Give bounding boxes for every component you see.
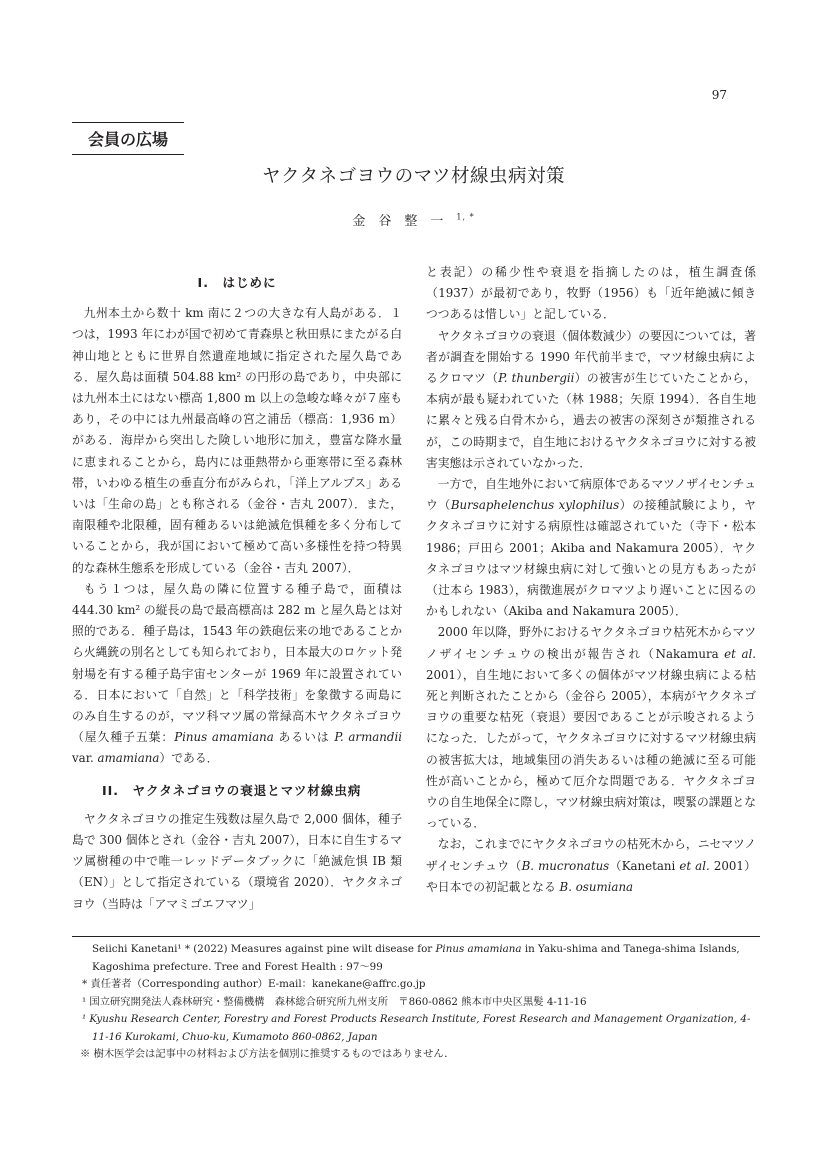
page-number: 97 [711,88,727,102]
author-line [0,210,827,229]
paragraph: 一方で，自生地外において病原体であるマツノザイセンチュウ（Bursaphelenchus xylophilus）の接種試験により，ヤクタネゴヨウに対する病原性は確認されていた（寺下・松本 1986；戸田ら 2001；Akiba and Nakamura 2005）．ヤクタネゴヨウはマツ材線虫病に対して強いとの見方もあったが（辻本ら 1983），病徴進展がクロマツより遅いことに因るのかもしれない（Akiba and Nakamura 2005）． [426,477,756,619]
article-title: ヤクタネゴヨウのマツ材線虫病対策 [261,166,566,187]
affiliation-jp-footnote: ¹ 国立研究開発法人森林研究・整備機構 森林総合研究所九州支所 〒860-0862 熊本市中央区黒髪 4-11-16 [82,995,587,1008]
section-heading-2: II. ヤクタネゴヨウの衰退とマツ材線虫病 [102,782,362,798]
citation-footnote: Seiichi Kanetani¹ * (2022) Measures against pine wilt disease for Pinus amamiana in Yaku-shima and Tanega-shima Islands, Kagoshima prefecture. Tree and Forest Health : 97〜99 [92,943,740,973]
paragraph: もう１つは，屋久島の隣に位置する種子島で，面積は 444.30 km² の縦長の島で最高標高は 282 m と屋久島とは対照的である．種子島は，1543 年の鉄砲伝来の地であることから火縄銃の別名としても知られており，日本最大のロケット発射場を有する種子島宇宙センターが 1969 年に設置されている．日本において「自然」と「科学技術」を象徴する両島にのみ自生するのが，マツ科マツ属の常緑高木ヤクタネゴヨウ（屋久種子五葉：Pinus amamiana あるいは P. armandii var. amamiana）である． [72,581,402,766]
right-column [426,262,756,898]
left-column [72,252,402,915]
paragraph: ヤクタネゴヨウの推定生残数は屋久島で 2,000 個体，種子島で 300 個体とされ（金谷・吉丸 2007），日本に自生するマツ属樹種の中で唯一レッドデータブックに「絶滅危惧 IB 類（EN）」として指定されている（環境省 2020）．ヤクタネゴヨウ（当時は「アマミゴエフマツ」 [72,811,402,911]
corresponding-author-footnote: * 責任著者（Corresponding author）E-mail：kanekane@affrc.go.jp [82,978,426,990]
paragraph: 2000 年以降，野外におけるヤクタネゴヨウ枯死木からマツノザイセンチュウの検出が報告され（Nakamura et al. 2001），自生地において多くの個体がマツ材線虫病による枯死と判断されたことから（金谷ら 2005），本病がヤクタネゴヨウの重要な枯死（衰退）要因であることが示唆されるようになった．したがって，ヤクタネゴヨウに対するマツ材線虫病の被害拡大は，地域集団の消失あるいは種の絶滅に至る可能性が高いことから，極めて厄介な問題である．ヤクタネゴヨウの自生地保全に際し，マツ材線虫病対策は，喫緊の課題となっている． [426,625,757,831]
footnotes [72,936,760,1064]
affiliation-en-footnote: ¹ Kyushu Research Center, Forestry and Forest Products Research Institute, Forest Research and Management Organization, 4-11-16 Kurokami, Chuo-ku, Kumamoto 860-0862, Japan [82,1013,751,1043]
paragraph: なお，これまでにヤクタネゴヨウの枯死木から，ニセマツノザイセンチュウ（B. mucronatus（Kanetani et al. 2001）や日本での初記載となる B. osumiana [426,837,756,894]
section-heading-1: I. はじめに [197,275,277,290]
disclaimer-footnote: ※ 樹木医学会は記事中の材料および方法を個別に推奨するものではありません． [80,1048,455,1060]
author-name: 金谷整一 [352,214,457,229]
section-tag: 会員の広場 [72,122,184,155]
paragraph: と表記）の稀少性や衰退を指摘したのは，植生調査係（1937）が最初であり，牧野（1956）も「近年絶滅に傾きつつあるは惜しい」と記している． [426,265,756,322]
paragraph: ヤクタネゴヨウの衰退（個体数減少）の要因については，著者が調査を開始する 1990 年代前半まで，マツ材線虫病によるクロマツ（P. thunbergii）の被害が生じていたことから，本病が最も疑われていた（林 1988；矢原 1994）．各自生地に累々と残る白骨木から，過去の被害の深刻さが類推されるが，この時期まで，自生地におけるヤクタネゴヨウに対する被害実態は示されていなかった． [426,328,756,470]
author-superscript: 1, * [456,212,475,222]
paragraph: 九州本土から数十 km 南に２つの大きな有人島がある．１つは，1993 年にわが国で初めて青森県と秋田県にまたがる白神山地とともに世界自然遺産地域に指定された屋久島である．屋久島は面積 504.88 km² の円形の島であり，中央部には九州本土にはない標高 1,800 m 以上の急峻な峰々が７座もあり，その中には九州最高峰の宮之浦岳（標高：1,936 m）がある．海岸から突出した険しい地形に加え，豊富な降水量に恵まれることから，島内には亜熱帯から亜寒帯に至る森林帯，いわゆる植生の垂直分布がみられ，「洋上アルプス」あるいは「生命の島」とも称される（金谷・吉丸 2007）．また，南限種や北限種，固有種あるいは絶滅危惧種を多く分布していることから，我が国において極めて高い多様性を持つ特異的な森林生態系を形成している（金谷・吉丸 2007）． [72,306,402,575]
